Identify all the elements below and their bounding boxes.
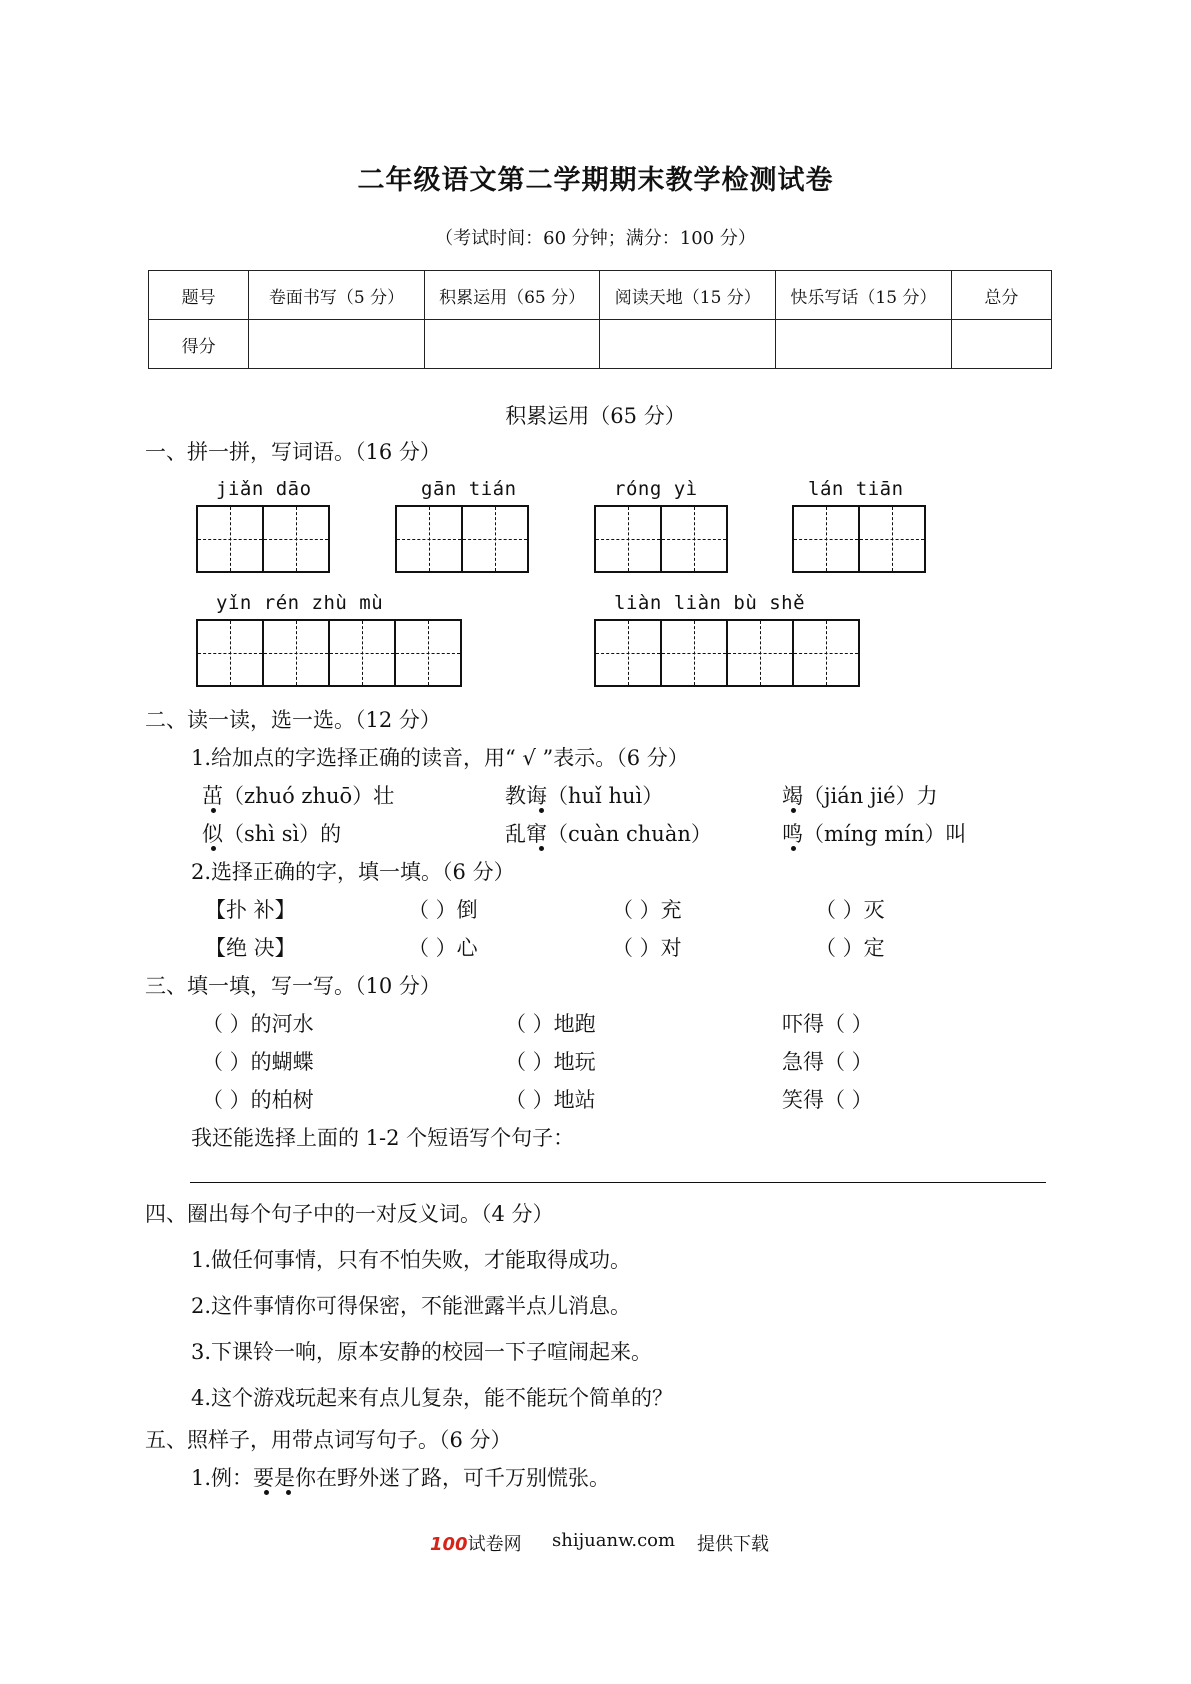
question-2-sub1: 1.给加点的字选择正确的读音，用“ √ ”表示。（6 分） bbox=[191, 746, 689, 770]
pronunciation-item[interactable]: 乱窜（cuàn chuàn） bbox=[505, 822, 712, 846]
writing-cell[interactable] bbox=[395, 505, 463, 573]
writing-grid[interactable] bbox=[792, 505, 926, 573]
choice-label: 【绝 决】 bbox=[205, 936, 296, 960]
question-3-title: 三、填一填，写一写。（10 分） bbox=[145, 974, 441, 998]
sentence[interactable]: 2.这件事情你可得保密，不能泄露半点儿消息。 bbox=[191, 1294, 632, 1318]
emphasis-dot bbox=[211, 808, 216, 813]
writing-cell[interactable] bbox=[394, 619, 462, 687]
pronunciation-item[interactable]: 鸣（míng mín）叫 bbox=[782, 822, 967, 846]
exam-info: （考试时间：60 分钟；满分：100 分） bbox=[435, 228, 756, 249]
pronunciation-item[interactable]: 似（shì sì）的 bbox=[202, 822, 342, 846]
sentence[interactable]: 4.这个游戏玩起来有点儿复杂，能不能玩个简单的？ bbox=[191, 1386, 674, 1410]
question-2-sub2: 2.选择正确的字，填一填。（6 分） bbox=[191, 860, 515, 884]
writing-cell[interactable] bbox=[792, 619, 860, 687]
fill-blank[interactable]: （ ）地玩 bbox=[505, 1050, 596, 1074]
fill-blank[interactable]: （ ）的柏树 bbox=[202, 1088, 314, 1112]
writing-grid[interactable] bbox=[196, 619, 462, 687]
example-sentence: 1.例：要是你在野外迷了路，可千万别慌张。 bbox=[191, 1466, 611, 1490]
score-row bbox=[149, 320, 1052, 369]
score-cell[interactable] bbox=[424, 320, 600, 369]
writing-grid[interactable] bbox=[594, 619, 860, 687]
fill-blank[interactable]: （ ）灭 bbox=[815, 898, 885, 922]
pronunciation-item[interactable]: 教诲（huǐ huì） bbox=[505, 784, 664, 808]
writing-cell[interactable] bbox=[594, 505, 662, 573]
site-name: 试卷网 bbox=[467, 1534, 522, 1555]
score-table bbox=[148, 270, 1052, 369]
question-2-title: 二、读一读，选一选。（12 分） bbox=[145, 708, 441, 732]
pinyin-label: jiǎn dāo bbox=[216, 478, 312, 500]
section-heading: 积累运用（65 分） bbox=[505, 404, 686, 428]
sentence-prompt: 我还能选择上面的 1-2 个短语写个句子： bbox=[191, 1126, 575, 1150]
choice-label: 【扑 补】 bbox=[205, 898, 296, 922]
table-header-cell: 积累运用（65 分） bbox=[424, 271, 600, 320]
footer-url[interactable]: shijuanw.com bbox=[552, 1530, 676, 1551]
sentence[interactable]: 3.下课铃一响，原本安静的校园一下子喧闹起来。 bbox=[191, 1340, 653, 1364]
writing-cell[interactable] bbox=[328, 619, 396, 687]
writing-grid[interactable] bbox=[594, 505, 728, 573]
emphasis-dot bbox=[539, 846, 544, 851]
writing-cell[interactable] bbox=[660, 505, 728, 573]
emphasis-dot bbox=[791, 846, 796, 851]
score-cell[interactable] bbox=[249, 320, 425, 369]
score-cell[interactable] bbox=[600, 320, 776, 369]
footer-logo bbox=[430, 1530, 522, 1556]
emphasis-dot bbox=[286, 1490, 291, 1495]
answer-line[interactable] bbox=[190, 1182, 1046, 1183]
writing-cell[interactable] bbox=[594, 619, 662, 687]
fill-blank[interactable]: （ ）对 bbox=[612, 936, 682, 960]
fill-blank[interactable]: （ ）定 bbox=[815, 936, 885, 960]
writing-cell[interactable] bbox=[196, 505, 264, 573]
score-cell[interactable] bbox=[776, 320, 952, 369]
emphasis-dot bbox=[539, 808, 544, 813]
fill-blank[interactable]: （ ）充 bbox=[612, 898, 682, 922]
pronunciation-item[interactable]: 竭（jián jié）力 bbox=[782, 784, 938, 808]
question-1-title: 一、拼一拼，写词语。（16 分） bbox=[145, 440, 441, 464]
question-4-title: 四、圈出每个句子中的一对反义词。（4 分） bbox=[145, 1202, 554, 1226]
fill-blank[interactable]: （ ）的河水 bbox=[202, 1012, 314, 1036]
pronunciation-item[interactable]: 茁（zhuó zhuō）壮 bbox=[202, 784, 395, 808]
writing-cell[interactable] bbox=[858, 505, 926, 573]
pinyin-label: lán tiān bbox=[808, 478, 904, 500]
emphasis-dot bbox=[211, 846, 216, 851]
fill-blank[interactable]: （ ）倒 bbox=[408, 898, 478, 922]
fill-blank[interactable]: （ ）的蝴蝶 bbox=[202, 1050, 314, 1074]
writing-cell[interactable] bbox=[262, 505, 330, 573]
writing-cell[interactable] bbox=[196, 619, 264, 687]
table-header-row bbox=[149, 271, 1052, 320]
footer-note: 提供下载 bbox=[697, 1534, 769, 1555]
fill-blank[interactable]: （ ）地跑 bbox=[505, 1012, 596, 1036]
table-header-cell: 题号 bbox=[149, 271, 249, 320]
writing-cell[interactable] bbox=[461, 505, 529, 573]
pinyin-label: yǐn rén zhù mù bbox=[216, 592, 384, 614]
sentence[interactable]: 1.做任何事情，只有不怕失败，才能取得成功。 bbox=[191, 1248, 632, 1272]
fill-blank[interactable]: 吓得（ ） bbox=[782, 1012, 873, 1036]
table-header-cell: 阅读天地（15 分） bbox=[600, 271, 776, 320]
score-row-label: 得分 bbox=[149, 320, 249, 369]
pinyin-label: liàn liàn bù shě bbox=[614, 592, 806, 614]
pinyin-label: róng yì bbox=[614, 478, 698, 500]
table-header-cell: 总分 bbox=[951, 271, 1051, 320]
question-5-title: 五、照样子，用带点词写句子。（6 分） bbox=[145, 1428, 512, 1452]
writing-grid[interactable] bbox=[395, 505, 529, 573]
writing-cell[interactable] bbox=[726, 619, 794, 687]
page-title: 二年级语文第二学期期末教学检测试卷 bbox=[357, 165, 834, 196]
writing-cell[interactable] bbox=[660, 619, 728, 687]
table-header-cell: 卷面书写（5 分） bbox=[249, 271, 425, 320]
fill-blank[interactable]: 笑得（ ） bbox=[782, 1088, 873, 1112]
fill-blank[interactable]: 急得（ ） bbox=[782, 1050, 873, 1074]
pinyin-label: gān tián bbox=[421, 478, 517, 500]
writing-cell[interactable] bbox=[792, 505, 860, 573]
table-header-cell: 快乐写话（15 分） bbox=[776, 271, 952, 320]
emphasis-dot bbox=[791, 808, 796, 813]
writing-cell[interactable] bbox=[262, 619, 330, 687]
logo-mark: 100 bbox=[430, 1534, 468, 1555]
fill-blank[interactable]: （ ）地站 bbox=[505, 1088, 596, 1112]
emphasis-dot bbox=[264, 1490, 269, 1495]
writing-grid[interactable] bbox=[196, 505, 330, 573]
fill-blank[interactable]: （ ）心 bbox=[408, 936, 478, 960]
score-cell[interactable] bbox=[951, 320, 1051, 369]
